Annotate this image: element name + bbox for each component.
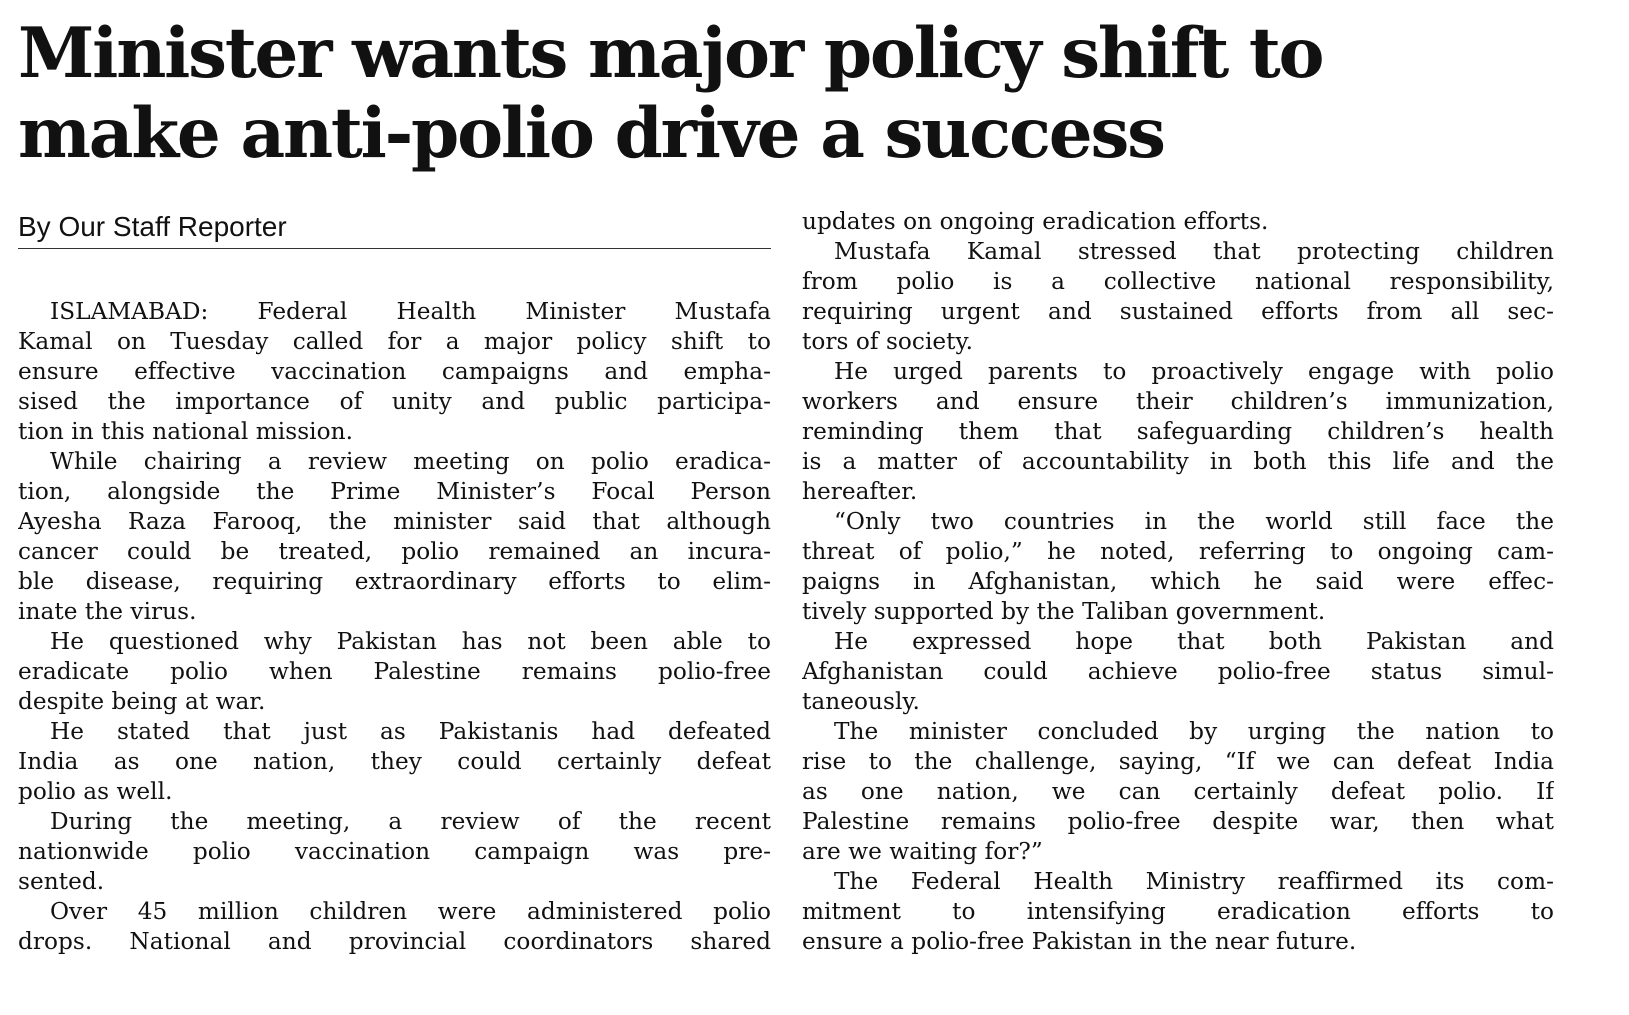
text-line: sented. <box>18 868 105 895</box>
article-column-left <box>18 297 771 957</box>
text-line: “Only two countries in the world still face the <box>834 508 1554 535</box>
text-line: He urged parents to proactively engage with polio <box>834 358 1554 385</box>
headline <box>18 14 1598 174</box>
text-line: Kamal on Tuesday called for a major policy shift to <box>18 328 771 355</box>
text-line: taneously. <box>802 688 920 715</box>
text-line: reminding them that safeguarding children’s health <box>802 418 1554 445</box>
text-line: While chairing a review meeting on polio eradica- <box>50 448 771 475</box>
text-line: cancer could be treated, polio remained an incura- <box>18 538 771 565</box>
text-line: polio as well. <box>18 778 173 805</box>
text-line: He stated that just as Pakistanis had defeated <box>50 718 771 745</box>
text-line: hereafter. <box>802 478 918 505</box>
text-line: tion, alongside the Prime Minister’s Focal Person <box>18 478 771 505</box>
text-line: despite being at war. <box>18 688 266 715</box>
text-line: tors of society. <box>802 328 974 355</box>
text-line: ble disease, requiring extraordinary efforts to elim- <box>18 568 771 595</box>
text-line: Palestine remains polio-free despite war, then what <box>802 808 1554 835</box>
text-line: The minister concluded by urging the nation to <box>834 718 1554 745</box>
text-line: requiring urgent and sustained efforts from all sec- <box>802 298 1554 325</box>
text-line: He expressed hope that both Pakistan and <box>834 628 1554 655</box>
headline-line: Minister wants major policy shift to <box>18 13 1323 94</box>
headline-line: make anti-polio drive a success <box>18 93 1164 174</box>
text-line: paigns in Afghanistan, which he said were effec- <box>802 568 1554 595</box>
text-line: The Federal Health Ministry reaffirmed its com- <box>834 868 1554 895</box>
article-column-right <box>802 207 1554 957</box>
text-line: India as one nation, they could certainly defeat <box>18 748 771 775</box>
text-line: threat of polio,” he noted, referring to ongoing cam- <box>802 538 1554 565</box>
text-line: ISLAMABAD: Federal Health Minister Mustafa <box>50 298 771 325</box>
text-line: tively supported by the Taliban government. <box>802 598 1326 625</box>
text-line: as one nation, we can certainly defeat polio. If <box>802 778 1554 805</box>
text-line: inate the virus. <box>18 598 197 625</box>
byline: By Our Staff Reporter <box>18 212 771 249</box>
text-line: rise to the challenge, saying, “If we can defeat India <box>802 748 1554 775</box>
text-line: He questioned why Pakistan has not been able to <box>50 628 771 655</box>
text-line: eradicate polio when Palestine remains polio-free <box>18 658 771 685</box>
text-line: from polio is a collective national responsibility, <box>802 268 1554 295</box>
text-line: updates on ongoing eradication efforts. <box>802 208 1269 235</box>
text-line: workers and ensure their children’s immunization, <box>802 388 1554 415</box>
text-line: Ayesha Raza Farooq, the minister said that although <box>18 508 771 535</box>
text-line: is a matter of accountability in both this life and the <box>802 448 1554 475</box>
text-line: ensure a polio-free Pakistan in the near future. <box>802 928 1357 955</box>
text-line: nationwide polio vaccination campaign was pre- <box>18 838 771 865</box>
text-line: drops. National and provincial coordinators shared <box>18 928 771 955</box>
text-line: tion in this national mission. <box>18 418 354 445</box>
text-line: Afghanistan could achieve polio-free status simul- <box>802 658 1554 685</box>
text-line: Over 45 million children were administered polio <box>50 898 771 925</box>
text-line: ensure effective vaccination campaigns and empha- <box>18 358 771 385</box>
text-line: are we waiting for?” <box>802 838 1043 865</box>
text-line: mitment to intensifying eradication efforts to <box>802 898 1554 925</box>
text-line: sised the importance of unity and public participa- <box>18 388 771 415</box>
text-line: During the meeting, a review of the recent <box>50 808 771 835</box>
text-line: Mustafa Kamal stressed that protecting children <box>834 238 1554 265</box>
